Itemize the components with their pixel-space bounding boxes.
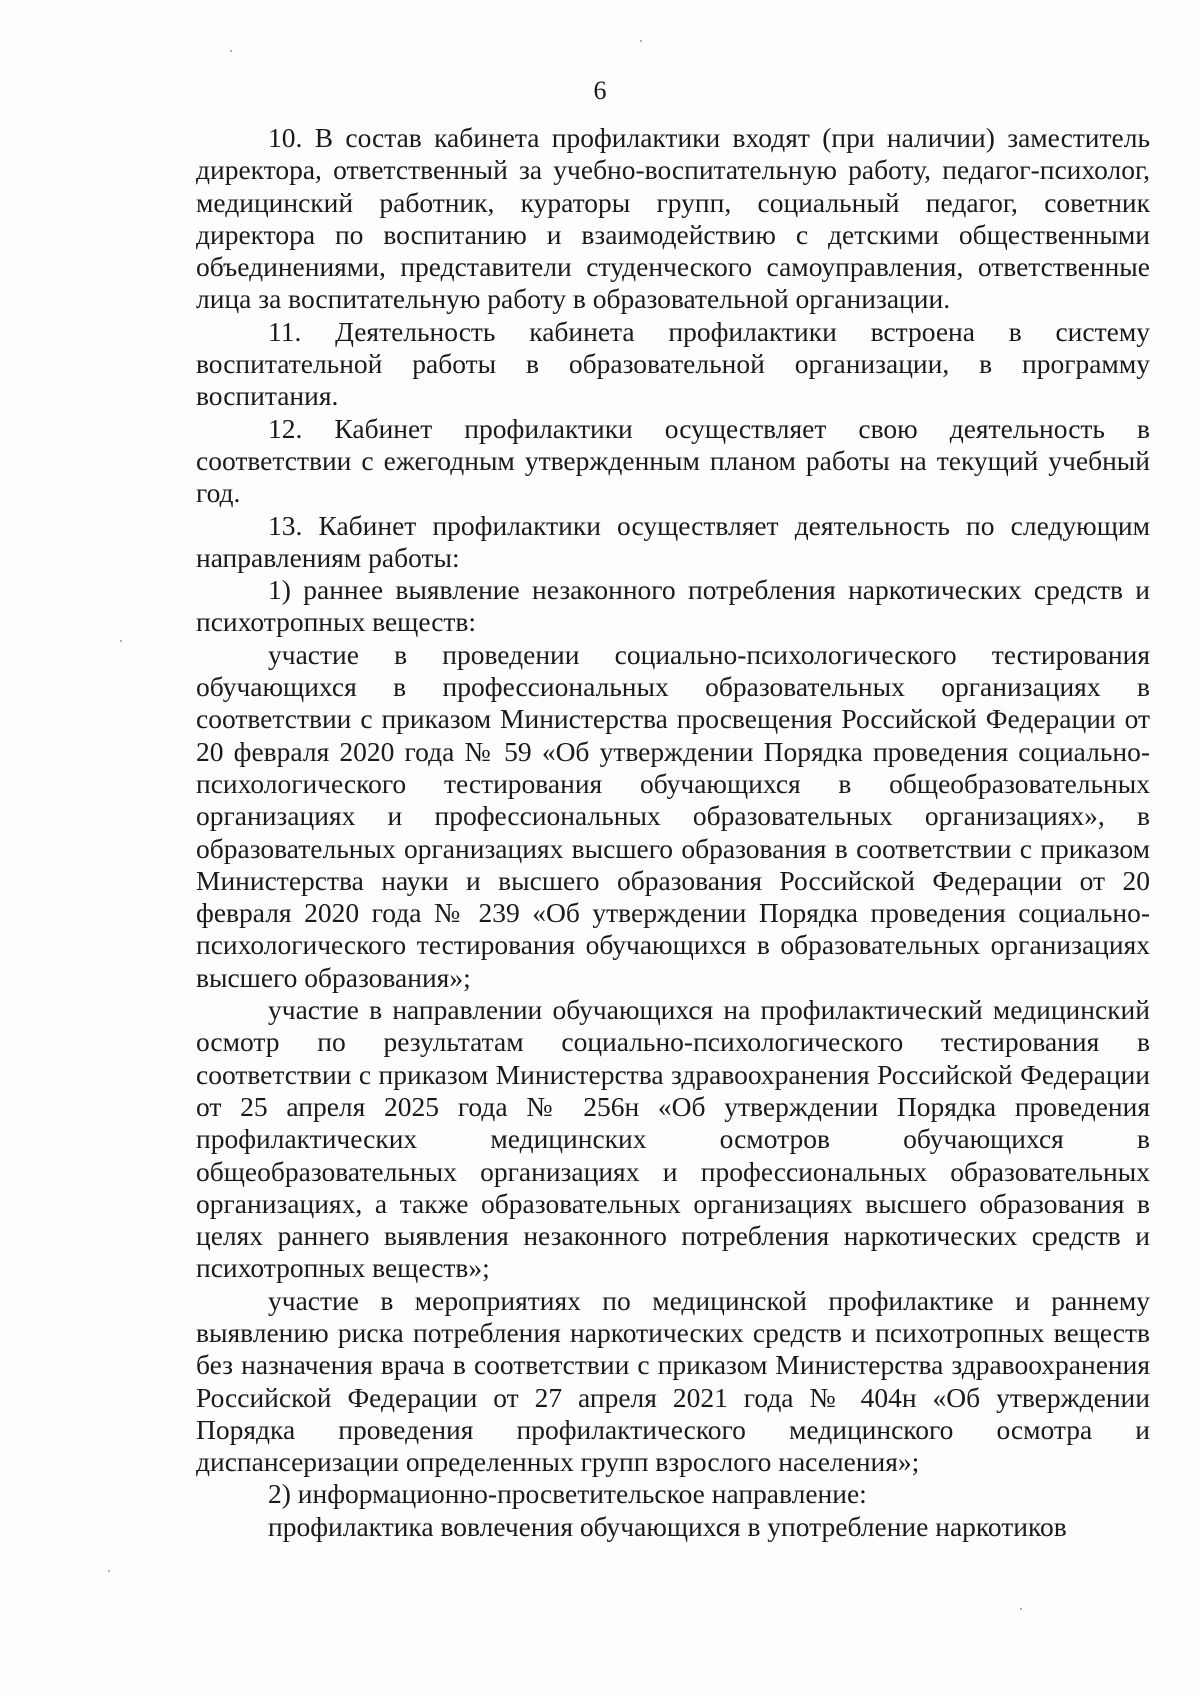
subitem-medical-exam: участие в направлении обучающихся на профилактический медицинский осмотр по результатам социально-психологического тестирования в соответствии с приказом Министерства здравоохранения Российской Федерации от 25 апреля 2025 года № 256н «Об утверждении Порядка проведения профилактических медицинских осмотров обучающихся в общеобразовательных организациях и профессиональных образовательных организациях, а также образовательных организациях высшего образования в целях раннего выявления незаконного потребления наркотических средств и психотропных веществ»; [196, 994, 1150, 1284]
paragraph-10: 10. В состав кабинета профилактики входят (при наличии) заместитель директора, ответственный за учебно-воспитательную работу, педагог-психолог, медицинский работник, кураторы групп, социальный педагог, советник директора по воспитанию и взаимодействию с детскими общественными объединениями, представители студенческого самоуправления, ответственные лица за воспитательную работу в образовательной организации. [196, 122, 1150, 315]
subitem-medical-prevention: участие в мероприятиях по медицинской профилактике и раннему выявлению риска потребления наркотических средств и психотропных веществ без назначения врача в соответствии с приказом Министерства здравоохранения Российской Федерации от 27 апреля 2021 года № 404н «Об утверждении Порядка проведения профилактического медицинского осмотра и диспансеризации определенных групп взрослого населения»; [196, 1284, 1150, 1478]
document-body [196, 122, 1150, 1543]
subitem-drug-prevention: профилактика вовлечения обучающихся в употребление наркотиков [268, 1510, 1067, 1542]
scan-speck [120, 640, 122, 642]
page-number: 6 [593, 76, 607, 105]
subitem-spt-testing: участие в проведении социально-психологического тестирования обучающихся в профессиональных образовательных организациях в соответствии с приказом Министерства просвещения Российской Федерации от 20 февраля 2020 года № 59 «Об утверждении Порядка проведения социально-психологического тестирования обучающихся в общеобразовательных организациях и профессиональных образовательных организациях», в образовательных организациях высшего образования в соответствии с приказом Министерства науки и высшего образования Российской Федерации от 20 февраля 2020 года № 239 «Об утверждении Порядка проведения социально-психологического тестирования обучающихся в образовательных организациях высшего образования»; [196, 638, 1150, 993]
paragraph-12: 12. Кабинет профилактики осуществляет свою деятельность в соответствии с ежегодным утвержденным планом работы на текущий учебный год. [196, 412, 1150, 509]
scan-speck [230, 50, 232, 52]
scan-speck [108, 1570, 110, 1572]
paragraph-11: 11. Деятельность кабинета профилактики встроена в систему воспитательной работы в образовательной организации, в программу воспитания. [196, 315, 1150, 412]
scan-speck [640, 40, 642, 42]
paragraph-13: 13. Кабинет профилактики осуществляет деятельность по следующим направлениям работы: [196, 509, 1150, 573]
list-item-2: 2) информационно-просветительское направление: [268, 1478, 867, 1510]
scan-speck [1020, 1608, 1022, 1610]
list-item-1: 1) раннее выявление незаконного потребления наркотических средств и психотропных веществ: [196, 574, 1150, 638]
